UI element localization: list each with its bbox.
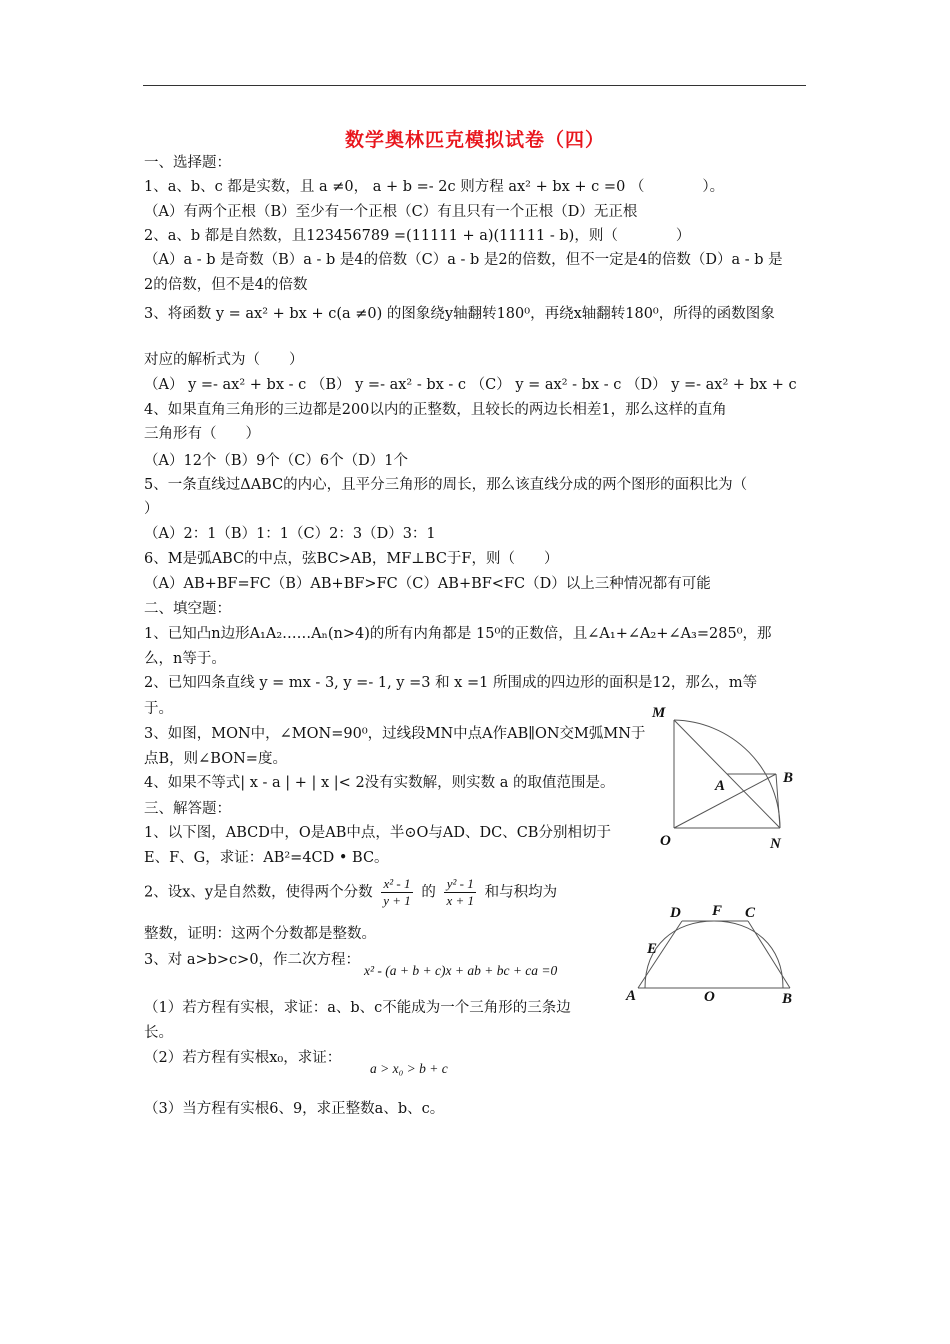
fraction-2 (444, 876, 476, 909)
label-b: B (783, 770, 794, 786)
question-line: 1、a、b、c 都是实数，且 a ≠0， a + b =- 2c 则方程 ax² + bx + c =0 （ ）。 (144, 179, 725, 195)
fraction-2-numerator: y² - 1 (444, 876, 476, 893)
question-text: 的 (421, 884, 436, 901)
question-line: （1）若方程有实根，求证：a、b、c不能成为一个三角形的三条边 (144, 1000, 571, 1016)
label-b: B (782, 991, 793, 1007)
label-o: O (704, 989, 715, 1005)
label-a: A (715, 778, 726, 794)
question-line: 1、以下图，ABCD中，O是AB中点，半⊙O与AD、DC、CB分别相切于 (144, 825, 611, 841)
question-line: 整数，证明：这两个分数都是整数。 (144, 926, 376, 942)
question-line: （A）12个（B）9个（C）6个（D）1个 (144, 453, 408, 469)
question-line: 2的倍数，但不是4的倍数 (144, 277, 308, 293)
question-line: 于。 (144, 701, 173, 717)
label-c: C (745, 905, 756, 921)
section-heading-solve: 三、解答题： (144, 801, 231, 817)
question-text: 和与积均为 (484, 884, 558, 901)
figure-semicircle-trapezoid (620, 895, 810, 1015)
question-line: 对应的解析式为（ ） (144, 352, 304, 368)
question-line: 5、一条直线过ΔABC的内心，且平分三角形的周长，那么该直线分成的两个图形的面积比为（ (144, 477, 748, 493)
question-line: 2、a、b 都是自然数，且123456789 =(11111 + a)(11111 - b)，则（ ） (144, 228, 691, 244)
question-line: （A）2：1（B）1：1（C）2：3（D）3：1 (144, 526, 436, 542)
label-e: E (647, 941, 658, 957)
question-line: 3、对 a>b>c>0，作二次方程： (144, 952, 361, 968)
figure-quarter-circle (640, 700, 810, 860)
quadratic-equation: x² - (a + b + c)x + ab + bc + ca =0 (364, 963, 558, 978)
section-heading-choice: 一、选择题： (144, 155, 231, 171)
question-line: （A） y =- ax² + bx - c （B） y =- ax² - bx - c （C） y = ax² - bx - c （D） y =- ax² + bx + c (144, 377, 797, 393)
question-line: 6、M是弧ABC的中点，弦BC>AB，MF⊥BC于F，则（ ） (144, 551, 559, 567)
header-rule (143, 85, 806, 86)
label-f: F (712, 903, 723, 919)
question-line: 点B，则∠BON=度。 (144, 751, 287, 767)
question-line: 3、将函数 y = ax² + bx + c(a ≠0) 的图象绕y轴翻转180⁰，再绕x轴翻转180⁰，所得的函数图象 (144, 306, 775, 322)
question-line: 三角形有（ ） (144, 426, 260, 442)
question-line: 长。 (144, 1025, 173, 1041)
question-line-fractions (144, 876, 557, 909)
question-line: （A）有两个正根（B）至少有一个正根（C）有且只有一个正根（D）无正根 (144, 204, 638, 220)
label-a: A (626, 988, 637, 1004)
label-o: O (660, 833, 671, 849)
fraction-2-denominator: x + 1 (446, 893, 475, 908)
question-line: ） (144, 501, 159, 517)
question-line: 4、如果直角三角形的三边都是200以内的正整数，且较长的两边长相差1，那么这样的直角 (144, 402, 727, 418)
question-line: 1、已知凸n边形A₁A₂……Aₙ(n>4)的所有内角都是 15⁰的正数倍，且∠A₁+∠A₂+∠A₃=285⁰，那 (144, 626, 772, 642)
inequality: a > x₀ > b + c (370, 1061, 448, 1076)
question-line: 4、如果不等式| x - a | + | x |< 2没有实数解，则实数 a 的取值范围是。 (144, 775, 615, 791)
label-m: M (652, 705, 666, 721)
question-line: 么，n等于。 (144, 651, 226, 667)
section-heading-fill: 二、填空题： (144, 601, 231, 617)
fraction-1-numerator: x² - 1 (381, 876, 413, 893)
question-line: （A）AB+BF=FC（B）AB+BF>FC（C）AB+BF<FC（D）以上三种情况都有可能 (144, 576, 711, 592)
fraction-1 (381, 876, 413, 909)
page-title: 数学奥林匹克模拟试卷（四） (344, 129, 605, 151)
question-line: （2）若方程有实根x₀，求证： (144, 1050, 342, 1066)
question-text: 2、设x、y是自然数，使得两个分数 (144, 884, 373, 901)
question-line: 3、如图，MON中，∠MON=90⁰，过线段MN中点A作AB∥ON交M弧MN于 (144, 726, 646, 742)
semicircle-o (645, 921, 783, 988)
label-n: N (770, 836, 781, 852)
question-line: E、F、G，求证：AB²=4CD • BC。 (144, 850, 389, 866)
fraction-1-denominator: y + 1 (383, 893, 411, 908)
question-line: （3）当方程有实根6、9，求正整数a、b、c。 (144, 1101, 445, 1117)
label-d: D (670, 905, 681, 921)
question-line: （A）a - b 是奇数（B）a - b 是4的倍数（C）a - b 是2的倍数，但不一定是4的倍数（D）a - b 是 (144, 252, 783, 268)
question-line: 2、已知四条直线 y = mx - 3, y =- 1, y =3 和 x =1 所围成的四边形的面积是12，那么，m等 (144, 675, 758, 691)
